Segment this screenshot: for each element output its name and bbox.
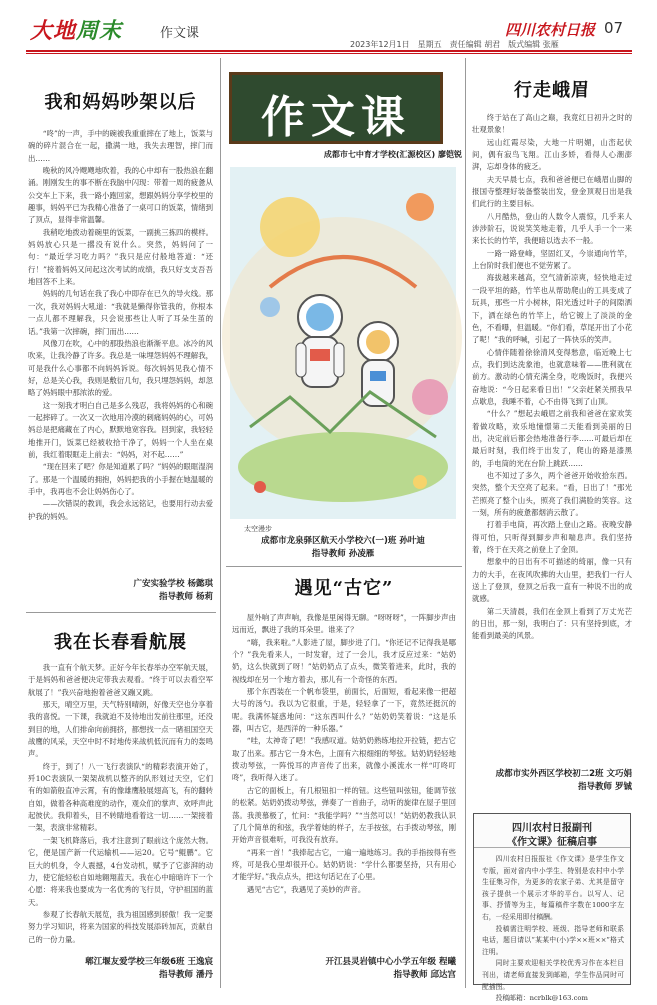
article-body [232, 612, 456, 952]
paragraph: 打着手电筒，再次踏上登山之路。夜晚安静得可怕，只听得到脚步声和喘息声。我们坚持着，终于在天亮之前登上了金顶。 [472, 520, 632, 555]
article-title: 我和妈妈吵架以后 [44, 92, 197, 113]
article-title: 行走峨眉 [514, 80, 590, 101]
paragraph: “嗨，我来啦。”人影进了屋，脚步进了门。“你还记不记得我是哪个？”我先看来人，一时发窘，过了一会儿，我才反应过来：“姑奶奶，这么快就到了呀！”姑奶奶点了点头，微笑着进来，此时，我的视线却在另一个地方着去，那儿有一个奇怪的东西。 [232, 637, 456, 684]
paragraph: “咚”的一声，手中的碗被我重重摔在了地上，饭菜与碗的碎片混合在一起，撒满一地，我失去理智，摔门而出…… [28, 129, 213, 163]
byline [232, 956, 456, 982]
byline-teacher: 指导教师 罗铖 [578, 782, 632, 792]
credit-school: 成都市龙泉驿区航天小学校六(一)班 孙叶迪 [261, 536, 425, 546]
illustration-credit [232, 535, 454, 561]
paragraph: 海拔越来越高，空气清新凉爽，轻快地走过一段平坦的路，竹竿也从帮助爬山的工具变成了玩具，那些一片小树林，阳光透过叶子的间隙洒下，洒在绿色的竹竿上，给它镀上了淡淡的金色，不看曝，但温暖。“你们看，草尾开出了小花了呢！”我的呼喊，引起了一阵快乐的笑声。 [472, 273, 632, 345]
article-body [28, 662, 213, 954]
paragraph: 遇见“古它”，我遇见了美妙的声音。 [246, 884, 366, 894]
paragraph: “再来一首！”我捧起古它，一遍一遍地练习。我的手指按得有些疼，可是我心里却很开心。姑奶奶说：“学什么都要坚持，只有用心才能学好。”我点点头，把这句话记在了心里。 [232, 847, 456, 882]
paragraph: 我稍吃地拨动着碗里的饭菜，一副挑三拣四的模样。妈妈放心只是一撂没有说什么。突然，妈妈问了一句：“最近学习吃力吗？”我只是应付般地答道：“还行！”接着妈妈又问起这次考试的成绩，我只好支支吾吾地回答不上来。 [28, 227, 213, 287]
paragraph: 投稿需注明学校、班级、指导老师和联系电话，题目请以“某某中(小)学××班××”格式注明。 [482, 924, 624, 956]
byline [28, 956, 213, 982]
masthead [0, 0, 657, 52]
submission-email[interactable]: 投稿邮箱：ncrblk@163.com [495, 994, 588, 1003]
banner-text: 作文课 [261, 92, 411, 143]
paragraph: 这一刻我才明白自己是多么残忍，我将妈妈的心和碗一起摔碎了。一次又一次地用冷漠的刺痛妈妈的心，可妈妈总是把痛藏在了内心，默默地宽容我。回到家，我轻轻地推开门，饭菜已经被收拾干净了，妈妈一个人坐在桌前，我红着眼眶走上前去：“妈妈，对不起……” [28, 400, 213, 459]
notice-header [474, 814, 630, 848]
header-meta: 2023年12月1日 星期五 责任编辑 胡君 版式编辑 张雁 [350, 40, 559, 49]
article-separator [226, 566, 462, 567]
credit-teacher: 指导教师 孙凌雁 [311, 549, 375, 559]
byline-school: 开江县灵岩镇中心小学五年级 程曦 [325, 957, 456, 967]
header-rule-thin [26, 53, 632, 54]
paragraph: 想象中的日出有不可描述的绮丽，像一只有力的大手，在夜风吹拂的大山里，把我们一行人送上了登顶，登顶之后我一直有一种说不出的成就感。 [472, 557, 632, 604]
paragraph: 我一直有个航天梦。正好今年长春举办空军航天展，于是妈妈和爸爸便决定带我去观看。“终于可以去看空军航展了！”我兴奋地抱着爸爸又蹦又跳。 [28, 663, 213, 697]
paragraph: 四川农村日报报社《作文课》是学生作文专版，面对省内中小学生、特别是农村中小学生征集习作，为更多的农家子弟、尤其是留守孩子提供一个展示才华的平台。以写人、记事、抒情等为主，每篇稿件字数在1000字左右，一经采用即付稿酬。 [482, 855, 624, 921]
paragraph: 远山红霞尽染，大地一片明媚，山峦起伏间，偶有寂鸟飞翔。江山多娇，看得人心潮澎湃，忘却身体的疲乏。 [472, 137, 632, 172]
paragraph: 同时主要欢迎相关学校优秀习作在本栏目刊出，请老师直接发到邮箱，学生作品同时可配插图。 [482, 959, 624, 991]
section-name: 作文课 [160, 26, 200, 41]
paragraph: 终于站在了高山之巅，我竟红日初升之时的壮观景象！ [472, 113, 632, 135]
paragraph: 一路一路登峰，坚固红叉，今崇通向竹竿，上台阶时我们便也不觉劳累了。 [472, 248, 632, 271]
paragraph: ——次错误的教训，我会永远铭记，也要用行动去爱护我的妈妈。 [28, 499, 213, 521]
article-body [28, 128, 213, 568]
byline-school: 广安实验学校 杨懿琪 [133, 579, 213, 589]
paragraph: 参观了长春航天展览，我为祖国感到骄傲！我一定要努力学习知识，将来为国家的科技发展添砖加瓦，贡献自己的一份力量。 [28, 909, 213, 944]
byline [28, 578, 213, 604]
student-illustration [230, 167, 456, 519]
notice-title-line2: 《作文课》征稿启事 [507, 837, 597, 848]
paragraph: 古它的面板上，有几根钮扣一样的钮。这些钮叫弦钮，能调节弦的松紧。姑奶奶拨动琴弦，弹奏了一首曲子，动听的旋律在屋子里回荡。我羡慕极了，忙问：“我能学吗？”“当然可以！”姑奶奶教我认识了几个简单的和弦，我学着她的样子，左手按弦，右手拨动琴弦，刚开始声音很难听，可我没有放弃。 [232, 785, 456, 845]
paragraph: 第二天清晨，我们在金顶上看到了万丈光芒的日出，那一刻，我明白了：只有坚持到底，才能看到最美的风景。 [472, 606, 632, 641]
call-for-submissions-box [473, 813, 631, 1003]
byline-teacher: 指导教师 潘丹 [159, 970, 213, 980]
paragraph: 屋外响了声声响，我像是里闲得无聊。“呀呀呀”，一阵脚步声由远而近，飘进了我的耳朵里。谁来了？ [232, 613, 456, 635]
paragraph: “哇，太神奇了吧！”我感叹道。姑奶奶熟练地拉开拉链，把古它取了出来。那古它一身木色，上面有六根细细的琴弦。姑奶奶轻轻地拨动琴弦，一阵悦耳的声音传了出来，就像小溪流水一样“叮咚叮咚”，我听得入迷了。 [232, 736, 456, 783]
paragraph: 终于，到了！八一飞行表演队“的精彩表演开始了，歼10C表演队一架架战机以整齐的队形划过天空，它们有的如箭般直冲云霄，有的像雄鹰般展翅高飞，有的翻转自如，做着各种高难度的动作，观众们的掌声、欢呼声此起彼伏。我仰着头，目不转睛地看着这一切……一架接着一架，表演非常精彩。 [28, 761, 213, 833]
illustration-caption: 太空漫步 [244, 525, 272, 533]
article-separator [26, 612, 216, 613]
header-rule [26, 50, 632, 52]
banner-caption: 成都市七中育才学校(汇源校区) 廖铠锐 [323, 150, 462, 159]
paper-name: 四川农村日报 [505, 21, 596, 39]
paragraph: 风像刀在吹，心中的那股热浪也渐渐平息。冰冷的风吹来，让我冷静了许多。我总是一味埋怨妈妈不理解我，可是我什么心事都不向妈妈诉说。每次妈妈见我心情不好，总是关心我，我则是敷衍几句，我只埋怨妈妈，却忽略了妈妈眼中那浓浓的爱。 [28, 338, 213, 398]
page-number: 07 [604, 19, 624, 37]
byline-teacher: 指导教师 杨莉 [159, 592, 213, 602]
paragraph: 八月酷热，登山的人数令人震惊，几乎来人涉涉阶石，说说笑笑地走着，几乎人手一个一来来长长的竹竿，我便暗以选去不一般。 [472, 211, 632, 246]
notice-body [482, 854, 624, 1003]
column-divider [465, 58, 466, 988]
byline-teacher: 指导教师 邱达宫 [393, 970, 456, 980]
byline-school: 郫江堰友爱学校三年级6班 王逸宸 [85, 957, 213, 967]
paragraph: “什么？”想起去峨眉之前我和爸爸在家欢笑着做攻略，欢乐地憧憬第二天能看到美丽的日出，决定前后都会热地准备行李……可最后却在最后时刻，我们终于出发了，爬山的路是漆黑的，手电筒的光在台阶上跳跃…… [472, 409, 632, 468]
paragraph: 那个东西装在一个帆布袋里，前面长，后面短，看起来像一把超大号的汤勺。我以为它很重，于是，轻轻拿了一下，竟然还挺沉的呢。我满怀疑惑地问：“这东西叫什么？”姑奶奶笑着说：“这是乐器，叫古它，是西洋的一种乐器。” [232, 687, 456, 734]
paragraph: 晚秋的风冷飕飕地吹着，我的心中却有一股热浪在翻涌。刚刚发生的事不断在我脑中闪现：带着一周的疲惫从公交车上下来，我一路小跑回家，想跟妈妈分享学校里的趣事，妈妈平已为我精心准备了一桌可口的饭菜，情绪到了顶点，显得非常温馨。 [28, 166, 213, 225]
brand-logo-part1: 大地 [30, 18, 77, 44]
paragraph: 也不知过了多久，两个爸爸开始收拾东西。突然，整个天空亮了起来。“看，日出了！”那光芒照亮了整个山头，照亮了我们满脸的笑容。这一刻，所有的疲惫都烟消云散了。 [472, 470, 632, 517]
column-divider [220, 58, 221, 988]
byline [472, 768, 632, 794]
paragraph: 妈妈的几句话在我了我心中即存在已久的导火线。那一次，我对妈妈大吼道：“我就是懒得你管我的，你根本一点儿都不理解我，只会说那些让人听了耳朵生茧的话。”我第一次摔碗，摔门而出…… [28, 289, 213, 336]
brand-logo [30, 14, 122, 45]
byline-school: 成都市实外西区学校初二2班 文巧娟 [495, 769, 632, 779]
article-body [472, 112, 632, 762]
notice-title-line1: 四川农村日报副刊 [512, 823, 592, 834]
article-title: 遇见“古它” [294, 578, 394, 599]
zuowen-banner [229, 72, 443, 144]
paragraph: 那天，晴空万里，天气特别晴朗，好像天空也分享着我的喜悦。一下课，我就迫不及待地出发前往那里，还没到目的地，人们排命向前拥挤，都想找一点一睹祖国空天战鹰的风采，天空中时不时地传来战机低沉而有力的轰鸣声。 [28, 700, 213, 759]
paragraph: “现在回来了吧？你是知道累了吗？”妈妈的眼眶湿润了。那是一个温暖的拥抱，妈妈把我的小手握在她温暖的手中，我再也不会让妈妈伤心了。 [28, 462, 213, 496]
paragraph: 一架飞机降落后，我才注意到了眼前这个庞然大物。它，便是国产新一代运输机——运20。它号“鲲鹏”。它巨大的机身，令人震撼，4台发动机，赋予了它澎湃的动力，使它能轻松自如地翱翔蓝天。我在心中暗暗许下一个心愿：将来我也要成为一名优秀的飞行员，守护祖国的蓝天。 [28, 835, 213, 907]
paragraph: 心情伴随着徐徐清风变得愁意，临近晚上七点，我们到达洗象池，也就意味着——胜利就在前方。激动的心情充满全身，吃晚饭时，我便兴奋地说：“今日起来看日出！”父亲赶紧关照我早点歇息，我睡不着，心不由得飞到了山顶。 [472, 347, 632, 406]
brand-logo-part2: 周末 [76, 18, 123, 44]
paragraph: 夫天早晨七点，我和爸爸便已在峨眉山脚的报国寺整理好装备整装出发，登金顶观日出是我们此行的主要目标。 [472, 174, 632, 209]
illustration-drawing [230, 167, 456, 519]
article-title: 我在长春看航展 [54, 632, 187, 653]
